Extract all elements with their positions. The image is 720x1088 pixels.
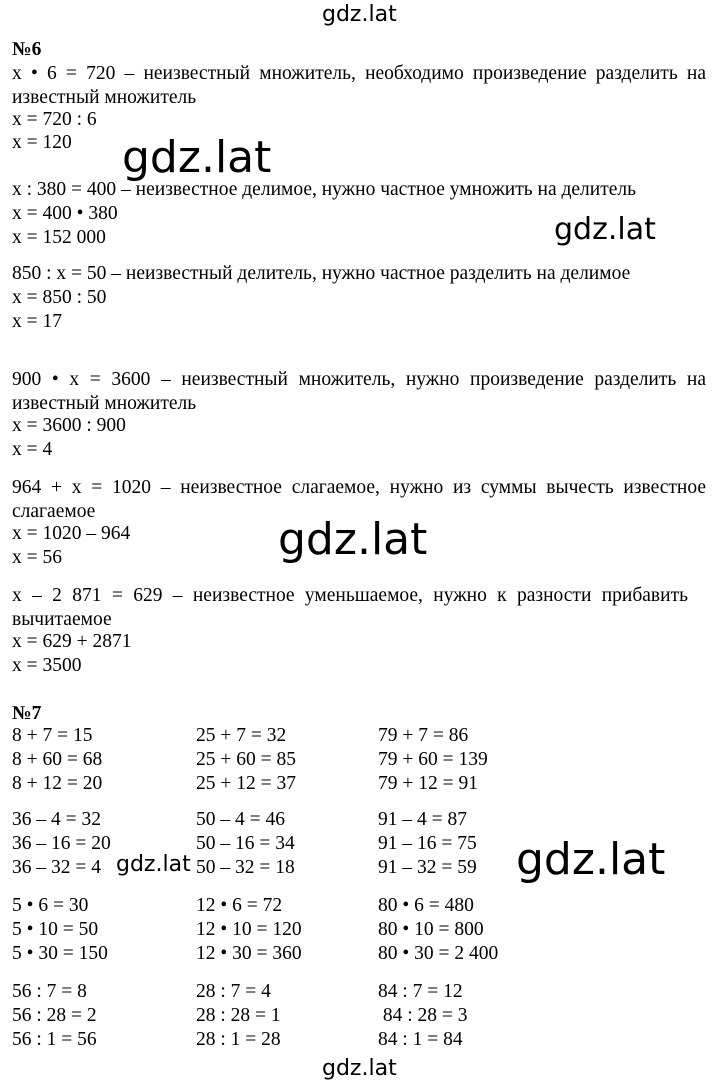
task7-cell: 28 : 28 = 1 xyxy=(196,1005,281,1026)
task7-cell: 8 + 7 = 15 xyxy=(12,725,93,746)
task6-text-line: 900 • x = 3600 – неизвестный множитель, нужно произведение разделить на xyxy=(12,369,706,390)
task7-cell: 91 – 32 = 59 xyxy=(378,857,477,878)
task6-equation: x = 56 xyxy=(12,547,62,568)
task7-cell: 84 : 7 = 12 xyxy=(378,981,463,1002)
task6-text-line: известный множитель xyxy=(12,87,197,108)
task7-cell: 12 • 30 = 360 xyxy=(196,943,302,964)
task6-text-line: x – 2 871 = 629 – неизвестное уменьшаемое, нужно к разности прибавить xyxy=(12,585,688,606)
task7-cell: 25 + 60 = 85 xyxy=(196,749,296,770)
task7-cell: 50 – 32 = 18 xyxy=(196,857,295,878)
task7-cell: 84 : 28 = 3 xyxy=(378,1005,468,1026)
task7-cell: 79 + 12 = 91 xyxy=(378,773,478,794)
watermark: gdz.lat xyxy=(516,834,666,885)
task7-cell: 56 : 1 = 56 xyxy=(12,1029,97,1050)
task7-cell: 50 – 16 = 34 xyxy=(196,833,295,854)
watermark: gdz.lat xyxy=(116,852,191,877)
task7-cell: 91 – 16 = 75 xyxy=(378,833,477,854)
task7-cell: 8 + 60 = 68 xyxy=(12,749,103,770)
task6-equation: x = 17 xyxy=(12,311,62,332)
task6-text-line: слагаемое xyxy=(12,501,96,522)
task6-equation: x = 152 000 xyxy=(12,227,106,248)
task7-cell: 25 + 12 = 37 xyxy=(196,773,296,794)
task6-equation: x = 720 : 6 xyxy=(12,109,97,130)
task7-cell: 79 + 7 = 86 xyxy=(378,725,469,746)
task6-equation: x = 1020 – 964 xyxy=(12,523,131,544)
task6-equation: x = 120 xyxy=(12,132,72,153)
task7-cell: 25 + 7 = 32 xyxy=(196,725,287,746)
task7-cell: 5 • 30 = 150 xyxy=(12,943,108,964)
task6-equation: x = 400 • 380 xyxy=(12,203,118,224)
task7-cell: 91 – 4 = 87 xyxy=(378,809,467,830)
task7-cell: 56 : 28 = 2 xyxy=(12,1005,97,1026)
task7-heading: №7 xyxy=(12,703,42,724)
task7-cell: 12 • 6 = 72 xyxy=(196,895,283,916)
task6-text-line: 850 : x = 50 – неизвестный делитель, нужно частное разделить на делимое xyxy=(12,263,631,284)
task7-cell: 50 – 4 = 46 xyxy=(196,809,285,830)
task7-cell: 5 • 10 = 50 xyxy=(12,919,99,940)
task6-equation: x = 4 xyxy=(12,439,53,460)
watermark: gdz.lat xyxy=(122,132,272,183)
task7-cell: 80 • 10 = 800 xyxy=(378,919,484,940)
task6-heading: №6 xyxy=(12,39,42,60)
task7-cell: 28 : 1 = 28 xyxy=(196,1029,281,1050)
task6-equation: x = 3600 : 900 xyxy=(12,415,126,436)
task6-text-line: известный множитель xyxy=(12,393,197,414)
task6-text-line: 964 + x = 1020 – неизвестное слагаемое, нужно из суммы вычесть известное xyxy=(12,477,706,498)
task6-text-line: x : 380 = 400 – неизвестное делимое, нужно частное умножить на делитель xyxy=(12,179,637,200)
task7-cell: 36 – 32 = 4 xyxy=(12,857,101,878)
watermark: gdz.lat xyxy=(278,514,428,565)
task7-cell: 80 • 30 = 2 400 xyxy=(378,943,499,964)
watermark-top: gdz.lat xyxy=(322,2,397,27)
task6-text-line: вычитаемое xyxy=(12,609,112,630)
task6-equation: x = 629 + 2871 xyxy=(12,631,132,652)
task6-equation: x = 850 : 50 xyxy=(12,287,107,308)
watermark: gdz.lat xyxy=(554,212,656,247)
task7-cell: 80 • 6 = 480 xyxy=(378,895,474,916)
task7-cell: 5 • 6 = 30 xyxy=(12,895,89,916)
task6-text-line: x • 6 = 720 – неизвестный множитель, необходимо произведение разделить на xyxy=(12,63,706,84)
task7-cell: 36 – 4 = 32 xyxy=(12,809,101,830)
watermark-bottom: gdz.lat xyxy=(322,1056,397,1081)
task7-cell: 36 – 16 = 20 xyxy=(12,833,111,854)
task6-equation: x = 3500 xyxy=(12,655,82,676)
task7-cell: 56 : 7 = 8 xyxy=(12,981,87,1002)
task7-cell: 84 : 1 = 84 xyxy=(378,1029,463,1050)
task7-cell: 8 + 12 = 20 xyxy=(12,773,103,794)
task7-cell: 79 + 60 = 139 xyxy=(378,749,488,770)
task7-cell: 12 • 10 = 120 xyxy=(196,919,302,940)
task7-cell: 28 : 7 = 4 xyxy=(196,981,271,1002)
